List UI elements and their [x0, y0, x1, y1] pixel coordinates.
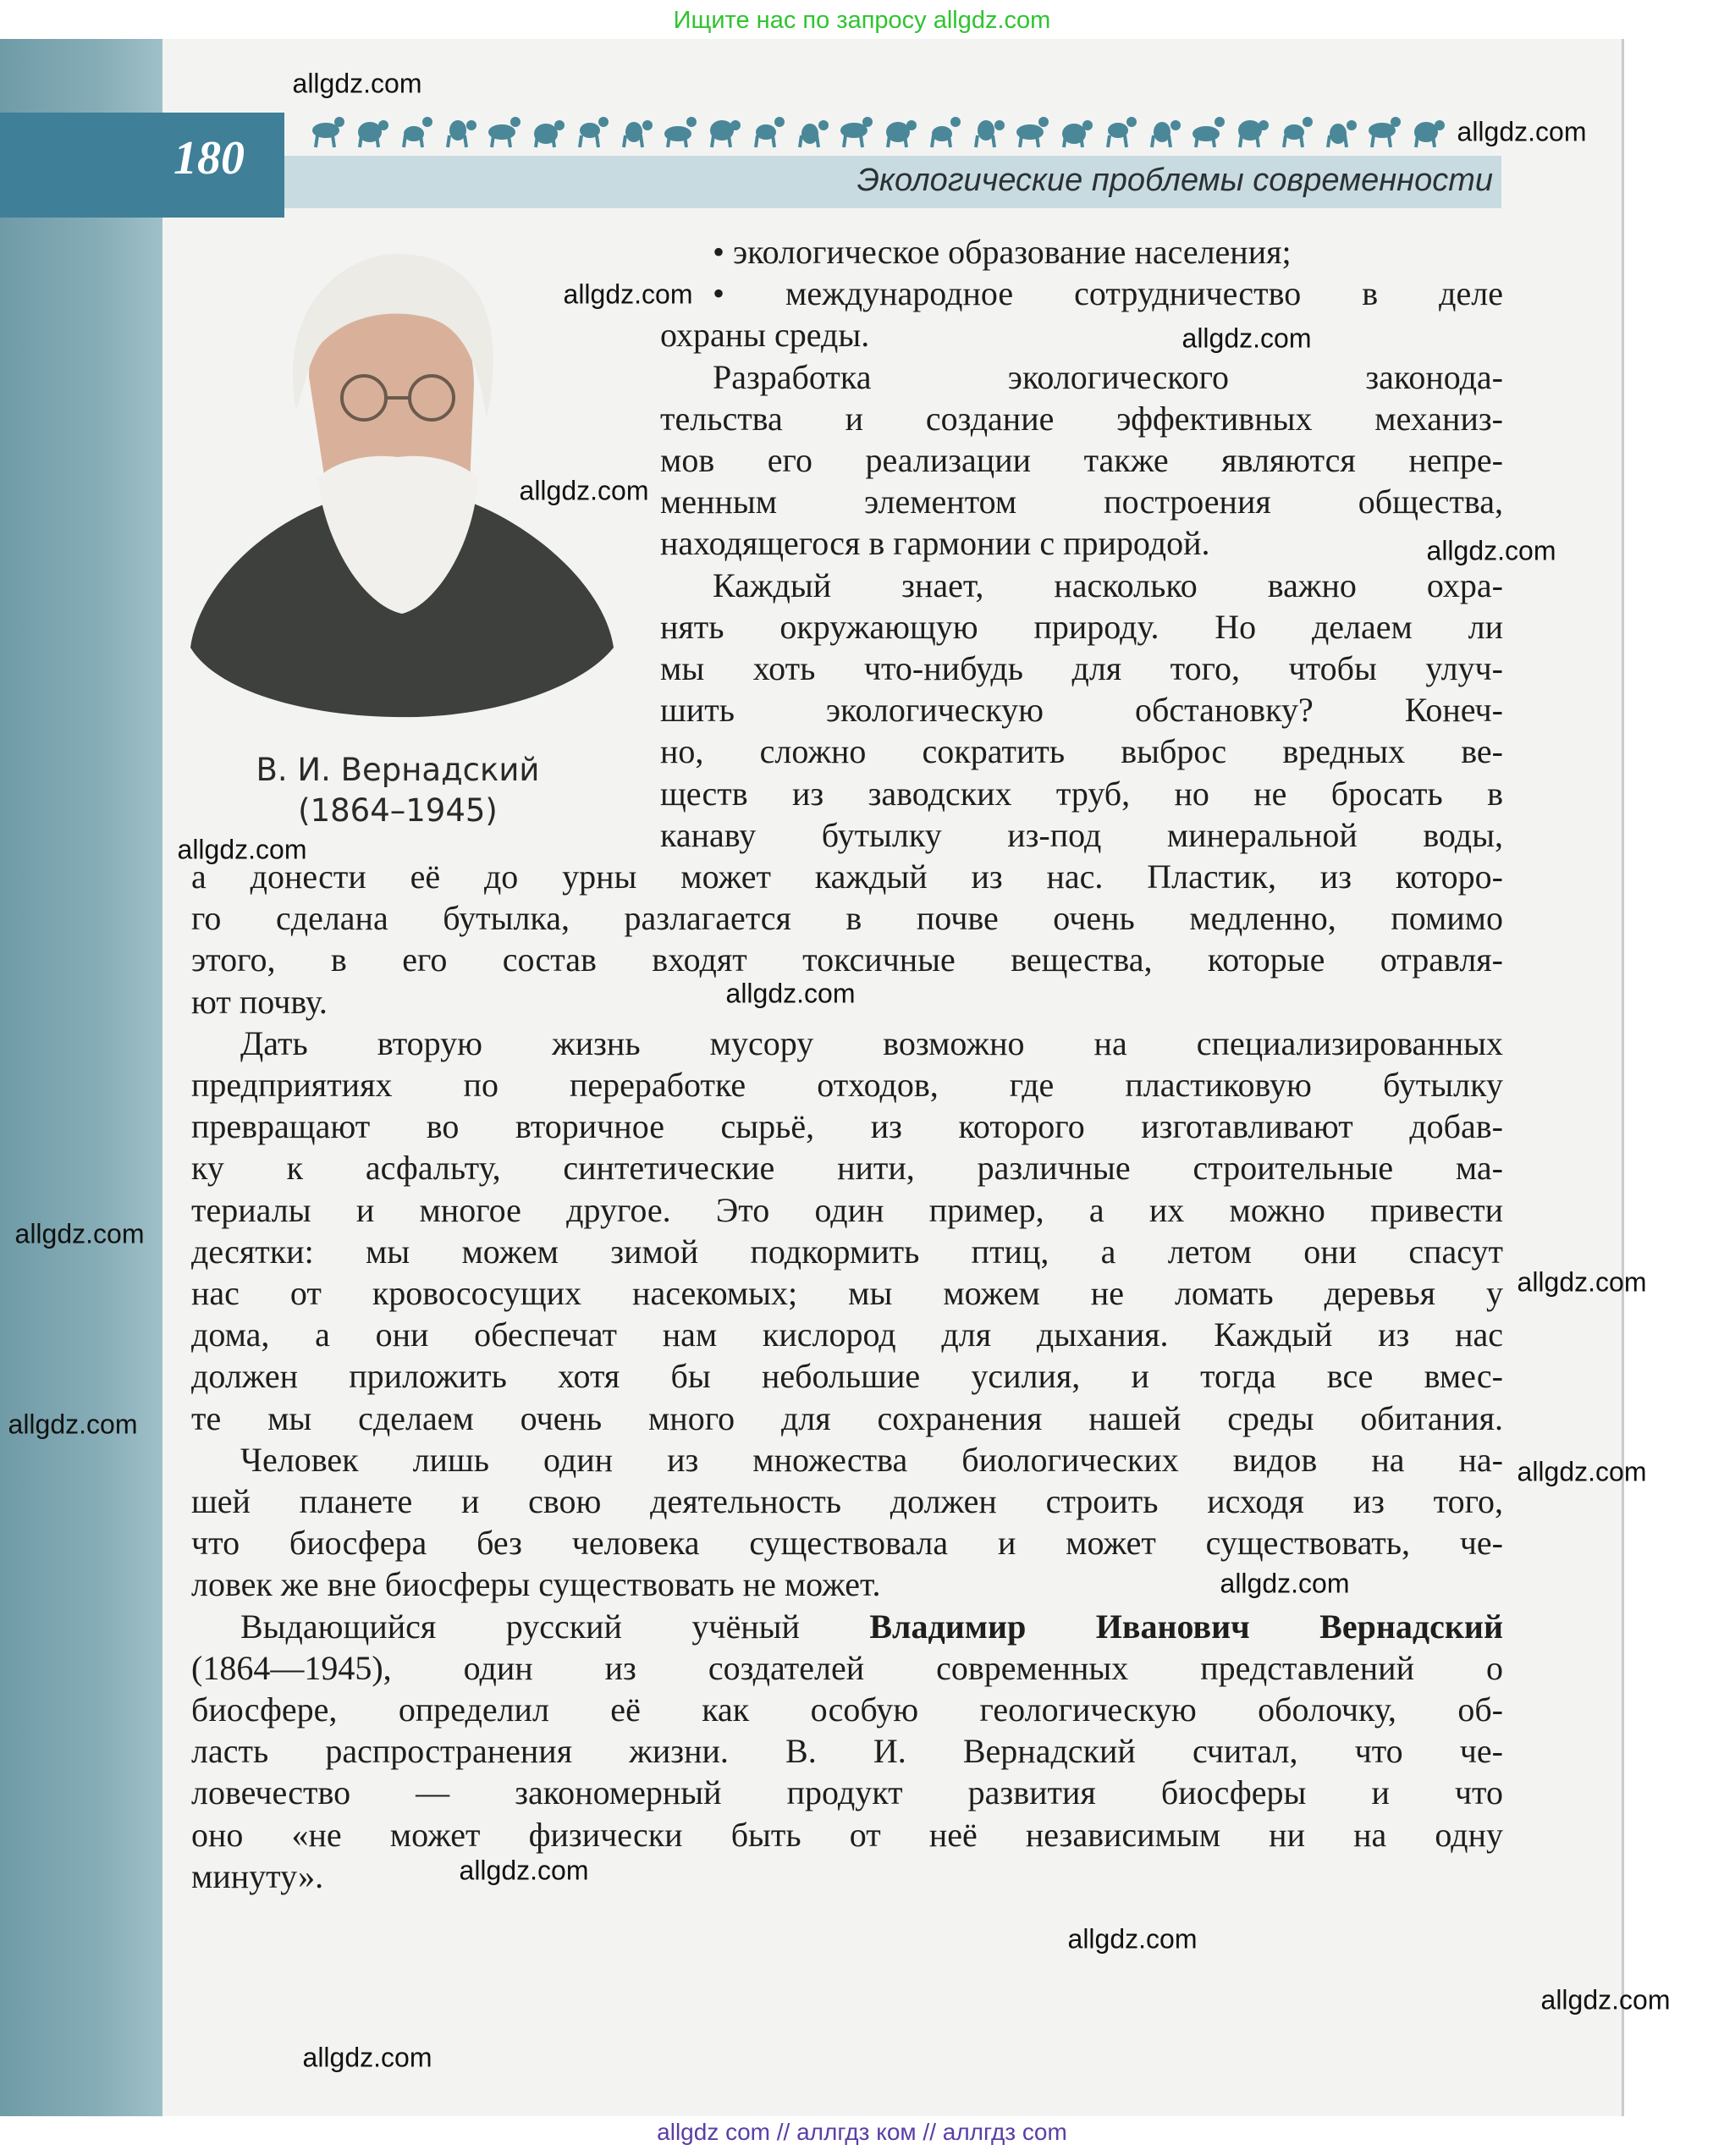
animal-silhouette-icon: [886, 120, 917, 147]
animal-silhouette-icon: [1108, 117, 1137, 147]
text-line-content: го сделана бутылка, разлагается в почве очень медленно, помимо: [191, 899, 1503, 938]
text-line: [660, 689, 1503, 731]
text-line: [191, 939, 1503, 980]
text-line: [660, 648, 1503, 689]
text-line-content: (1864—1945), один из создателей современных представлений о: [191, 1648, 1503, 1687]
animal-silhouette-icon: [534, 120, 565, 147]
text-line: [191, 1772, 1503, 1813]
text-line: [191, 856, 1503, 897]
text-line-content: находящегося в гармонии с природой.: [660, 524, 1210, 563]
animal-silhouette-icon: [624, 120, 653, 147]
animal-silhouette-icon: [404, 117, 432, 147]
text-line: [191, 1314, 1503, 1355]
portrait-caption-name: В. И. Вернадский: [256, 752, 540, 788]
text-line-content: минуту».: [191, 1856, 324, 1895]
text-line-content: должен приложить хотя бы небольшие усилия, и тогда все вмес-: [191, 1357, 1503, 1396]
text-line: [240, 1606, 1503, 1647]
animal-silhouette-icon: [1369, 117, 1401, 147]
top-search-note: Ищите нас по запросу allgdz.com: [673, 7, 1051, 34]
text-line: [191, 1189, 1503, 1231]
animal-silhouette-icon: [976, 120, 1005, 147]
watermark-text: allgdz.com: [1517, 1456, 1647, 1487]
watermark-text: allgdz.com: [8, 1409, 138, 1440]
animal-silhouette-icon: [1414, 120, 1445, 147]
text-line: [191, 1147, 1503, 1188]
text-line: [660, 773, 1503, 814]
animal-silhouette-icon: [448, 120, 476, 147]
text-line-content: предприятиях по переработке отходов, где пластиковую бутылку: [191, 1066, 1503, 1104]
animal-silhouette-icon: [1284, 117, 1313, 147]
text-line: [713, 565, 1503, 606]
text-line: [191, 1689, 1503, 1730]
text-line: [191, 1064, 1503, 1106]
text-line-content: дома, а они обеспечат нам кислород для дыхания. Каждый из нас: [191, 1315, 1503, 1354]
watermark-text: allgdz.com: [459, 1855, 589, 1886]
text-line-content: Человек лишь один из множества биологических видов на на-: [240, 1440, 1503, 1479]
animal-silhouette-icon: [756, 117, 785, 147]
watermark-text: allgdz.com: [1220, 1568, 1350, 1599]
text-line: [713, 231, 1503, 273]
text-line-content: ловек же вне биосферы существовать не может.: [191, 1565, 881, 1604]
text-line: [660, 814, 1503, 856]
animal-silhouette-icon: [580, 117, 609, 147]
text-line: [660, 522, 1503, 564]
text-line: [713, 356, 1503, 398]
watermark-text: allgdz.com: [292, 68, 422, 99]
text-line-content: этого, в его состав входят токсичные вещества, которые отравля-: [191, 940, 1503, 979]
portrait-caption-years: (1864–1945): [298, 792, 498, 829]
animal-silhouette-icon: [1062, 120, 1093, 147]
animal-silhouette-icon: [710, 120, 741, 147]
text-line: [191, 1355, 1503, 1397]
text-line-content: Разработка экологического законода-: [713, 357, 1503, 396]
animal-silhouette-icon: [1328, 120, 1357, 147]
watermark-text: allgdz.com: [1181, 323, 1312, 354]
text-line: [660, 439, 1503, 481]
text-line-content: но, сложно сократить выброс вредных ве-: [660, 732, 1503, 771]
text-line: [240, 1439, 1503, 1481]
text-line: [191, 1814, 1503, 1855]
text-line: [660, 731, 1503, 772]
text-line-content: териалы и многое другое. Это один пример, а их можно привести: [191, 1190, 1503, 1229]
text-line: [660, 398, 1503, 439]
text-line: [191, 1398, 1503, 1439]
animal-silhouette-icon: [488, 117, 521, 147]
text-line-content: ществ из заводских труб, но не бросать в: [660, 774, 1503, 813]
text-line-content: оно «не может физически быть от неё независимым ни на одну: [191, 1815, 1503, 1854]
text-line: [191, 1522, 1503, 1563]
text-line-content: биосфере, определил её как особую геологическую оболочку, об-: [191, 1690, 1503, 1729]
animal-silhouette-icon: [932, 117, 961, 147]
text-line-content: тельства и создание эффективных механиз-: [660, 399, 1503, 438]
watermark-text: allgdz.com: [1067, 1923, 1198, 1955]
text-line-content: шей планете и свою деятельность должен строить исходя из того,: [191, 1482, 1503, 1520]
text-line: [191, 1106, 1503, 1147]
page-edge: [1622, 39, 1624, 2116]
text-line-content: что биосфера без человека существовала и может существовать, че-: [191, 1524, 1503, 1563]
text-line-content: нас от кровососущих насекомых; мы можем не ломать деревья у: [191, 1274, 1503, 1312]
watermark-text: allgdz.com: [725, 978, 856, 1009]
text-line-content: • международное сотрудничество в деле: [713, 274, 1503, 313]
animal-silhouette-icon: [1238, 120, 1269, 147]
text-line: [713, 273, 1503, 314]
text-line-content: Дать вторую жизнь мусору возможно на специализированных: [240, 1023, 1503, 1062]
watermark-text: allgdz.com: [1426, 535, 1556, 566]
animal-silhouette-icon: [840, 117, 873, 147]
watermark-text: allgdz.com: [519, 475, 649, 506]
watermark-text: allgdz.com: [1457, 116, 1587, 147]
text-line-content: шить экологическую обстановку? Конеч-: [660, 691, 1503, 730]
text-line-content: охраны среды.: [660, 316, 870, 355]
animal-silhouette-icon: [1152, 120, 1181, 147]
animal-silhouette-icon: [1192, 117, 1225, 147]
text-line: [191, 1481, 1503, 1522]
animal-silhouette-icon: [1016, 117, 1049, 147]
watermark-text: allgdz.com: [563, 278, 693, 310]
text-line: [240, 1023, 1503, 1064]
chapter-title: Экологические проблемы современности: [856, 163, 1493, 198]
text-line-content: менным элементом построения общества,: [660, 482, 1503, 521]
animal-silhouettes-strip: [300, 107, 1460, 151]
text-line: [191, 1647, 1503, 1689]
text-line: [660, 314, 1503, 356]
text-line-content: нять окружающую природу. Но делаем ли: [660, 607, 1503, 646]
text-line-content: ловечество — закономерный продукт развития биосферы и что: [191, 1773, 1503, 1812]
watermark-text: allgdz.com: [177, 834, 307, 865]
text-line-content: ют почву.: [191, 982, 328, 1021]
bold-name: Владимир Иванович Вернадский: [869, 1607, 1503, 1646]
footer-watermark: allgdz com // аллгдз ком // аллгдз com: [657, 2119, 1067, 2145]
text-line-content: те мы сделаем очень много для сохранения нашей среды обитания.: [191, 1398, 1503, 1437]
text-line: [191, 897, 1503, 939]
animal-silhouette-icon: [358, 120, 388, 147]
text-line-content: ку к асфальту, синтетические нити, различные строительные ма-: [191, 1149, 1503, 1188]
side-color-bar: [0, 39, 162, 2116]
text-line-content: превращают во вторичное сырьё, из которого изготавливают добав-: [191, 1107, 1503, 1146]
text-line-content: Выдающийся русский учёный: [240, 1607, 870, 1646]
text-line: [191, 1855, 1503, 1897]
chapter-title-band: [284, 156, 1501, 208]
text-line: [191, 1231, 1503, 1272]
text-line-content: • экологическое образование населения;: [713, 233, 1292, 271]
text-line-content: ласть распространения жизни. В. И. Вернадский считал, что че-: [191, 1732, 1503, 1771]
text-line-content: мы хоть что-нибудь для того, чтобы улуч-: [660, 649, 1503, 687]
animal-silhouette-icon: [800, 120, 829, 147]
text-line: [660, 606, 1503, 648]
watermark-text: allgdz.com: [1540, 1984, 1671, 2015]
animal-silhouette-icon: [664, 117, 697, 147]
text-line-content: Каждый знает, насколько важно охра-: [713, 565, 1503, 604]
text-line-content: канаву бутылку из-под минеральной воды,: [660, 815, 1503, 854]
text-line: [660, 481, 1503, 522]
text-line-content: а донести её до урны может каждый из нас. Пластик, из которо-: [191, 857, 1503, 896]
text-line-content: мов его реализации также являются непре-: [660, 441, 1503, 479]
animal-silhouette-icon: [312, 117, 344, 147]
watermark-text: allgdz.com: [14, 1218, 145, 1249]
text-line: [191, 1730, 1503, 1772]
text-line: [191, 1272, 1503, 1314]
text-line-content: десятки: мы можем зимой подкормить птиц, а летом они спасут: [191, 1232, 1503, 1271]
watermark-text: allgdz.com: [1517, 1266, 1647, 1298]
page-number: 180: [174, 132, 245, 185]
watermark-text: allgdz.com: [302, 2042, 432, 2073]
